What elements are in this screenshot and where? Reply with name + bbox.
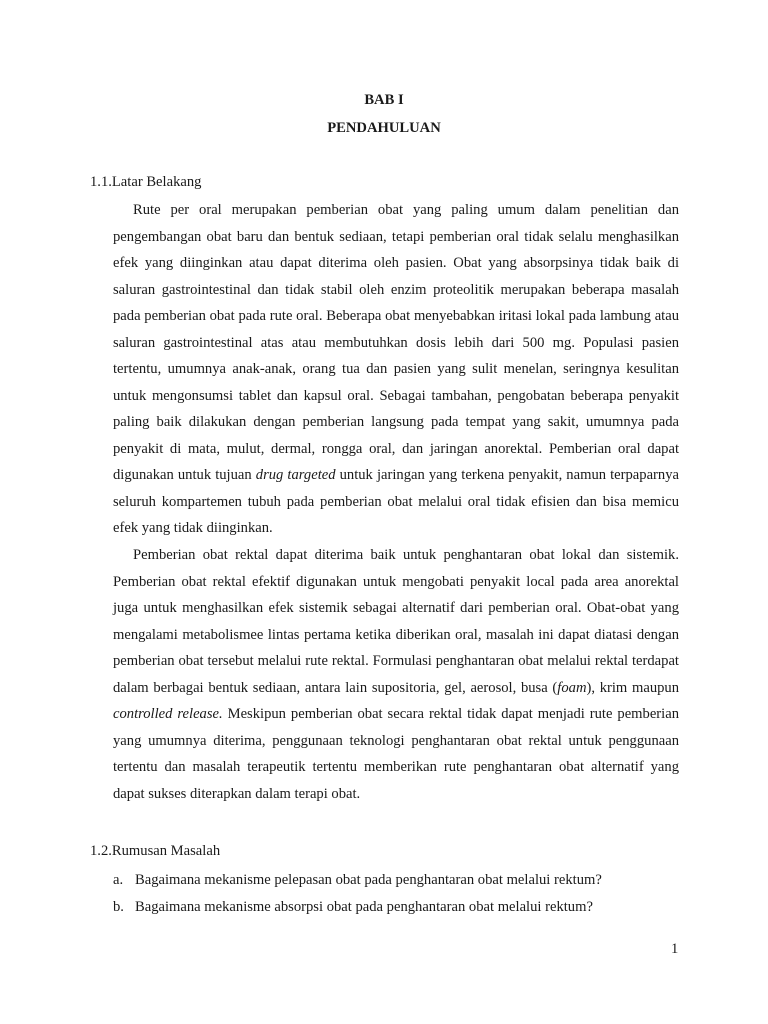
list-item-text: Bagaimana mekanisme absorpsi obat pada penghantaran obat melalui rektum?: [135, 898, 593, 915]
italic-term: foam: [557, 679, 587, 696]
paragraph-oral-route: [113, 197, 679, 542]
section-heading-rumusan-masalah: 1.2.Rumusan Masalah: [90, 843, 221, 859]
chapter-number: BAB I: [364, 92, 404, 108]
list-item: [113, 867, 679, 894]
chapter-title: PENDAHULUAN: [327, 120, 441, 136]
list-item-text: Bagaimana mekanisme pelepasan obat pada penghantaran obat melalui rektum?: [135, 872, 602, 888]
italic-term: controlled release.: [113, 706, 223, 722]
paragraph-text: untuk jaringan yang terkena penyakit, namun terpaparnya seluruh kompartemen tubuh pada pemberian obat melalui oral tidak efisien dan bisa memicu efek yang tidak diinginkan.: [113, 467, 679, 536]
paragraph-text: Rute per oral merupakan pemberian obat yang paling umum dalam penelitian dan pengembangan obat baru dan bentuk sediaan, tetapi pemberian oral tidak selalu menghasilkan efek yang diinginkan atau dapat diterima oleh pasien. Obat yang absorpsinya tidak baik di saluran gastrointestinal dan tidak stabil oleh enzim proteolitik merupakan beberapa masalah pada pemberian obat pada rute oral. Beberapa obat menyebabkan iritasi lokal pada lambung atau saluran gastrointestinal atas atau membutuhkan dosis lebih dari 500 mg. Populasi pasien tertentu, umumnya anak-anak, orang tua dan pasien yang sulit menelan, seringnya kesulitan untuk mengonsumsi tablet dan kapsul oral. Sebagai tambahan, pengobatan beberapa penyakit paling baik dilakukan dengan pemberian langsung pada tempat yang sakit, umumnya pada penyakit di mata, mulut, dermal, rongga oral, dan jaringan anorektal. Pemberian oral dapat digunakan untuk tujuan: [113, 202, 679, 483]
paragraph-rectal-route: [113, 542, 679, 807]
page-number: 1: [671, 941, 679, 957]
list-marker: a.: [113, 872, 124, 888]
paragraph-text: Meskipun pemberian obat secara rektal tidak dapat menjadi rute pemberian yang umumnya diterima, penggunaan teknologi penghantaran obat rektal untuk penggunaan tertentu dan masalah terapeutik tertentu memberikan rute penghantaran obat alternatif yang dapat sukses diterapkan dalam terapi obat.: [113, 706, 679, 802]
paragraph-text: Pemberian obat rektal dapat diterima baik untuk penghantaran obat lokal dan sistemik. Pemberian obat rektal efektif digunakan untuk mengobati penyakit local pada area anorektal juga untuk menghasilkan efek sistemik sebagai alternatif dari pemberian oral. Obat-obat yang mengalami metabolismee lintas pertama ketika diberikan oral, masalah ini dapat diatasi dengan pemberian obat tersebut melalui rute rektal. Formulasi penghantaran obat melalui rektal terdapat dalam berbagai bentuk sediaan, antara lain supositoria, gel, aerosol, busa (: [113, 547, 679, 696]
list-marker: b.: [113, 898, 124, 915]
section-heading-latar-belakang: 1.1.Latar Belakang: [90, 174, 202, 190]
italic-term: drug targeted: [255, 467, 336, 483]
paragraph-text: ), krim maupun: [586, 679, 680, 696]
list-item: [113, 894, 679, 921]
question-list: [113, 867, 679, 920]
